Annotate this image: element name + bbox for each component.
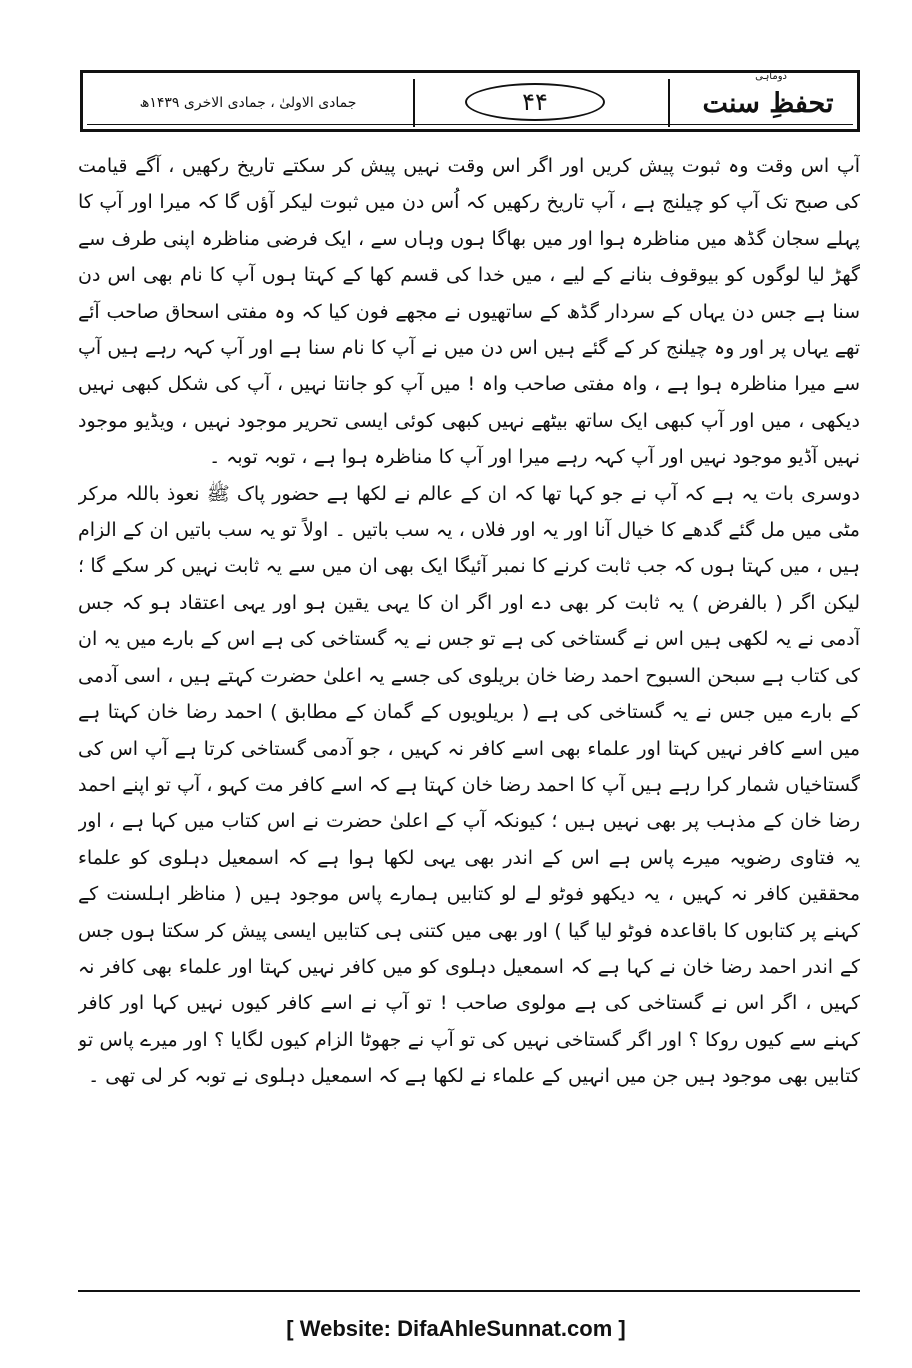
issue-date: جمادی الاولیٰ ، جمادی الاخری ۱۴۳۹ھ	[139, 95, 357, 111]
header-underline	[87, 124, 853, 125]
article-body	[78, 148, 860, 1220]
page-header	[80, 70, 860, 132]
footer-divider	[78, 1290, 860, 1292]
website-footer: [ Website: DifaAhleSunnat.com ]	[286, 1316, 626, 1341]
article-paragraph: دوسری بات یہ ہے کہ آپ نے جو کہا تھا کہ ان کے عالم نے لکھا ہے حضور پاک ﷺ نعوذ باللہ مرکر مٹی میں مل گئے گدھے کا خیال آنا اور یہ اور فلاں ، یہ سب باتیں ۔ اولاً تو یہ سب باتیں ان کے الزام ہیں ، میں کہتا ہوں کہ جب ثابت کرنے کا نمبر آئیگا ایک بھی ان میں سے یہ ثابت نہیں کر سکے گا ؛ لیکن اگر ( بالفرض ) یہ ثابت کر بھی دے اور اگر ان کا یہی یقین ہو اور یہی اعتقاد ہو کہ جس آدمی نے یہ لکھی ہیں اس نے گستاخی کی ہے تو جس نے یہ گستاخی کی ہے اس کے بارے میں یہ ان کی کتاب ہے سبحن السبوح احمد رضا خان بریلوی کی جسے یہ اعلیٰ حضرت کہتے ہیں ، اسی آدمی کے بارے میں جس نے یہ گستاخی کی ہے ( بریلویوں کے گمان کے مطابق ) احمد رضا خان کہتا ہے میں اسے کافر نہیں کہتا اور علماء بھی اسے کافر نہ کہیں ، جو آدمی گستاخی کرتا ہے آپ اس کی گستاخیاں شمار کرا رہے ہیں آپ کا احمد رضا خان کہتا ہے کہ اسے کافر مت کہو ، آپ تو اپنے احمد رضا خان کے مذہب پر بھی نہیں ہیں ؛ کیونکہ آپ کے اعلیٰ حضرت نے اس کتاب میں کہا ہے ، اور یہ فتاوی رضویہ میرے پاس ہے اس کے اندر بھی یہی لکھا ہوا ہے کہ اسمعیل دہلوی کو علماء محققین کافر نہ کہیں ، یہ دیکھو فوٹو لے لو کتابیں ہمارے پاس موجود ہیں ( مناظر اہلسنت کے کہنے پر کتابوں کا باقاعدہ فوٹو لیا گیا ) اور بھی میں کتنی ہی کتابیں ایسی پیش کر سکتا ہوں جس کے اندر احمد رضا خان نے کہا ہے کہ اسمعیل دہلوی کو میں کافر نہیں کہتا اور علماء بھی کافر نہ کہیں ، اگر اس نے گستاخی کی ہے مولوی صاحب ! تو آپ نے اسے کافر کیوں نہیں کہا اور کافر کہنے سے کیوں روکا ؟ اور اگر گستاخی نہیں کی تو آپ نے جھوٹا الزام کیوں لگایا ؟ اور میرے پاس تو کتابیں بھی موجود ہیں جن میں انہیں کے علماء نے لکھا ہے کہ اسمعیل دہلوی نے توبہ کر لی تھی ۔	[78, 482, 860, 1088]
magazine-title: تحفظِ سنت	[702, 87, 834, 119]
header-divider	[668, 79, 670, 127]
page-number: ۴۴	[465, 83, 605, 121]
article-paragraph: آپ اس وقت وہ ثبوت پیش کریں اور اگر اس وقت نہیں پیش کر سکتے تاریخ رکھیں ، آگے قیامت کی صبح تک آپ کو چیلنج ہے ، آپ تاریخ رکھیں کہ اُس دن میں ثبوت لیکر آؤں گا کہ میرا اور آپ کا پہلے سجان گڈھ میں مناظرہ ہوا اور میں بھاگا ہوں وہاں سے ، ایک فرضی مناظرہ اپنی طرف سے گھڑ لیا لوگوں کو بیوقوف بنانے کے لیے ، میں خدا کی قسم کھا کے کہتا ہوں آپ کا نام بھی اس دن سنا ہے جس دن یہاں کے سردار گڈھ کے ساتھیوں نے مجھے فون کیا کہ وہ مفتی اسحاق صاحب آئے تھے یہاں پر اور وہ چیلنج کر کے گئے ہیں اس دن میں نے آپ کا نام سنا ہے اور آپ کہہ رہے ہیں آپ سے میرا مناظرہ ہوا ہے ، واہ مفتی صاحب واہ ! میں آپ کو جانتا نہیں ، آپ کی شکل کبھی نہیں دیکھی ، میں اور آپ کبھی ایک ساتھ بیٹھے نہیں کبھی کوئی ایسی تحریر موجود نہیں ، ویڈیو موجود نہیں آڈیو موجود نہیں اور آپ کہہ رہے میرا اور آپ کا مناظرہ ہوا ہے ، توبہ توبہ ۔	[78, 155, 860, 469]
magazine-frequency: دوماہی	[755, 71, 787, 82]
header-divider	[413, 79, 415, 127]
